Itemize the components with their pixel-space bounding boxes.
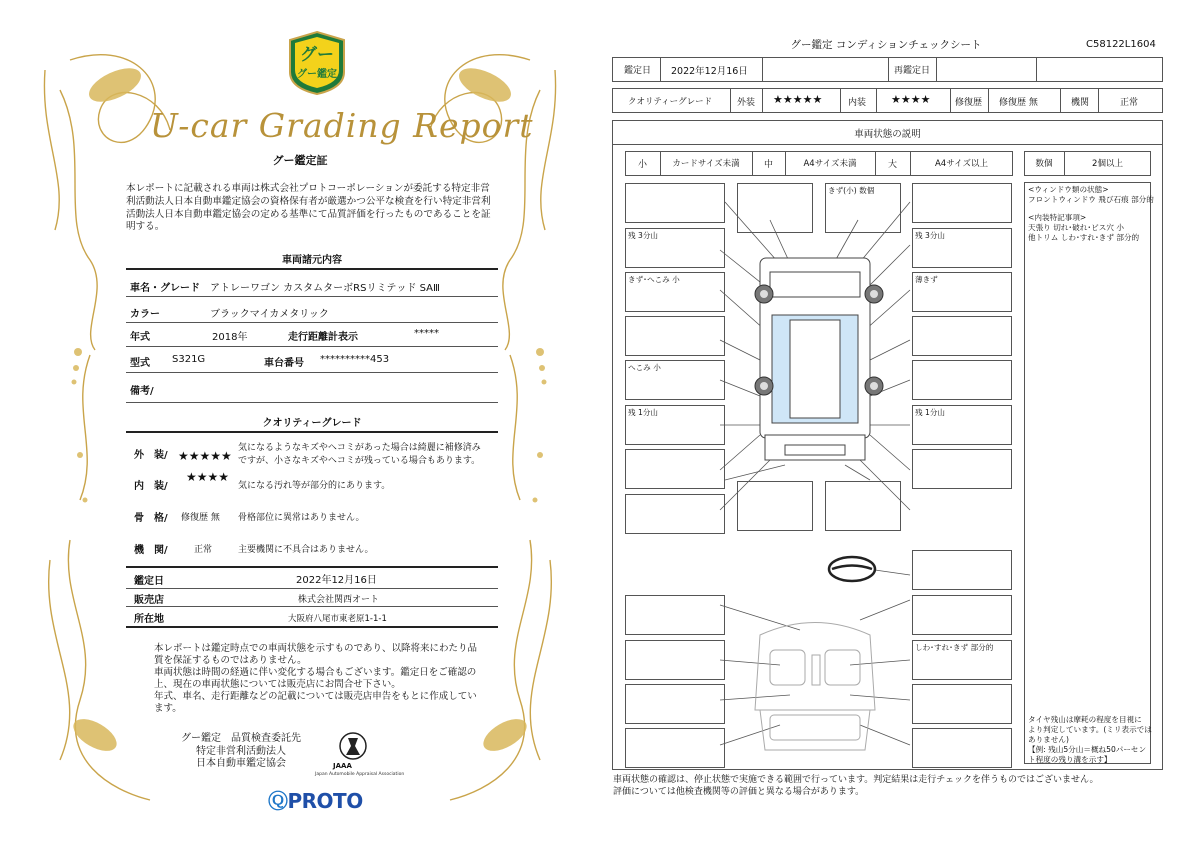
name-value: アトレーワゴン カスタムターボRSリミテッド SAⅢ [210,283,440,294]
tire-note-5: ト程度の残り溝を示す】 [1028,755,1112,764]
damage-box [625,494,725,534]
grid-line [660,57,661,82]
dealer-label: 販売店 [134,595,164,606]
divider [126,372,498,373]
frame-label: 骨 格/ [134,513,168,524]
exterior-stars: ★★★★★ [773,93,823,106]
damage-box [625,316,725,356]
rr-tire-note: 残 1分山 [915,408,946,417]
divider [126,566,498,568]
grid-line [762,57,763,82]
damage-box [625,640,725,680]
divider [126,402,498,403]
damage-box [625,595,725,635]
exterior-label: 外 装/ [134,450,168,461]
model-label: 型式 [130,358,150,369]
damage-box [625,684,725,724]
remarks-label: 備考/ [130,386,154,397]
jaaa-emblem-icon [338,731,368,761]
reappraisal-label: 再鑑定日 [894,66,931,76]
assoc-line: グー鑑定 品質検査委託先 [181,733,301,744]
notes-column [1024,182,1151,764]
interior-desc: 気になる汚れ等が部分的にあります。 [238,481,391,491]
grid-line [730,88,731,113]
date-value: 2022年12月16日 [671,66,748,77]
grid-line [1060,88,1061,113]
tire-note-3: ありません) [1028,735,1069,744]
left-front-note: きず･へこみ 小 [628,275,680,284]
year-value: 2018年 [212,332,248,343]
certificate-subtitle: グー鑑定証 [272,154,328,167]
jaaa-label: JAAA [333,762,352,770]
divider [126,268,498,270]
grid-line [762,88,763,113]
year-label: 年式 [130,332,150,343]
frame-desc: 骨格部位に異常はありません。 [238,513,365,523]
certificate-intro: 本レポートに記載される車両は株式会社プロトコーポレーションが委託する特定非営利活動法人日本自動車鑑定協会の資格保有者が厳選かつ公平な検査を行い特定非営利活動法人日本自動車鑑定協会の定める基準にて品質評価を行ったものであることを証明する。 [126,183,491,233]
damage-box [825,481,901,531]
engine-value: 正常 [194,545,213,555]
damage-box [912,550,1012,590]
damage-box [912,449,1012,489]
grid-line [888,57,889,82]
left-rear-note: へこみ 小 [628,363,661,372]
notice-line: 年式、車名、走行距離などの記載については販売店申告をもとに作成しています。 [154,691,477,714]
proto-logo [268,785,363,814]
chassis-value: **********453 [320,354,390,365]
damage-box [737,481,813,531]
mileage-value: ***** [414,328,439,339]
divider [126,588,498,589]
date-label: 鑑定日 [624,66,652,76]
legend-mid: 中 [763,160,773,170]
proto-text: PROTO [287,789,363,813]
engine-label: 機 関/ [134,545,168,556]
logo-text: グー鑑定 [297,69,337,80]
divider [126,431,498,433]
exterior-stars: ★★★★★ [178,449,232,463]
assoc-line: 特定非営利活動法人 [196,745,286,757]
rl-tire-note: 残 1分山 [628,408,659,417]
certificate-notice [154,643,484,715]
appraisal-date-label: 鑑定日 [134,576,164,587]
mileage-label: 走行距離計表示 [288,332,358,343]
section-title: 車両状態の説明 [854,129,921,140]
sheet-id: C58122L1604 [1086,39,1156,50]
divider [126,606,498,607]
dealer-name: 株式会社関西オート [298,595,380,605]
dealer-address: 大阪府八尾市東老原1-1-1 [288,614,387,624]
notice-line: 車両状態は時間の経過に伴い変化する場合もございます。鑑定日をご確認の上、現在の車両状態については販売店にお問合せ下さい。 [154,667,477,690]
fr-tire-note: 残 3分山 [915,231,946,240]
legend-count-desc: 2個以上 [1092,159,1123,169]
footnote-2: 評価については他検査機関等の評価と異なる場合があります。 [613,787,865,797]
interior-heading: <内装特記事項> [1028,213,1087,222]
goo-kantei-logo [286,30,348,96]
exterior-desc-2: ですが、小さなキズやヘコミが残っている場合もあります。 [238,456,481,466]
tire-note-1: タイヤ残山は摩耗の程度を目視に [1028,715,1142,724]
damage-box [912,183,1012,223]
legend-large: 大 [887,160,897,170]
divider [126,346,498,347]
damage-box [912,684,1012,724]
interior-stars: ★★★★ [186,470,230,484]
damage-box [912,316,1012,356]
damage-box [912,360,1012,400]
grade-label: クオリティーグレード [628,97,713,107]
grid-line [936,57,937,82]
grid-line [1036,57,1037,82]
engine-desc: 主要機関に不具合はありません。 [238,545,374,555]
specs-heading: 車両諸元内容 [282,255,342,266]
interior-note-2: 他トリム しわ･すれ･きず 部分的 [1028,233,1140,242]
report-title: U-car Grading Report [150,106,534,145]
interior-right-note: しわ･すれ･きず 部分的 [915,643,994,652]
legend-small: 小 [637,160,647,170]
window-heading: <ウィンドウ類の状態> [1028,185,1109,194]
damage-box [912,728,1012,768]
proto-mark-icon: Ⓠ [268,789,288,813]
fl-tire-note: 残 3分山 [628,231,659,240]
appraisal-date: 2022年12月16日 [296,575,377,586]
interior-label: 内 装/ [134,481,168,492]
notice-line: 本レポートは鑑定時点での車両状態を示すものであり、以降将来にわたり品質を保証するものではありません。 [154,643,478,666]
damage-box [912,595,1012,635]
legend-count: 数個 [1035,159,1053,169]
roof-note: きず(小) 数個 [828,186,875,195]
grid-line [988,88,989,113]
legend-large-desc: A4サイズ以上 [934,159,989,169]
repair-label: 修復歴 [955,98,983,108]
interior-note-1: 天張り 切れ･破れ･ビス穴 小 [1028,223,1124,232]
color-label: カラー [130,309,160,320]
interior-label: 内装 [848,98,867,108]
grid-line [876,88,877,113]
legend-small-desc: カードサイズ未満 [672,159,740,169]
grid-line [950,88,951,113]
damage-box [625,728,725,768]
tire-note-2: より判定しています。(ミリ表示では [1028,725,1152,734]
exterior-desc-1: 気になるようなキズやヘコミがあった場合は綺麗に補修済み [238,443,481,453]
engine-value: 正常 [1120,98,1139,108]
assoc-line: 日本自動車鑑定協会 [196,758,286,769]
svg-text:グー: グー [300,45,334,65]
damage-box [737,183,813,233]
divider [126,322,498,323]
jaaa-subtitle: Japan Automobile Appraisal Association [315,772,405,777]
legend-mid-desc: A4サイズ未満 [803,159,857,169]
frame-value: 修復歴 無 [181,513,220,523]
grid-line [840,88,841,113]
grade-heading: クオリティーグレード [262,418,362,429]
right-front-note: 薄きず [915,275,938,284]
damage-box [625,449,725,489]
divider [126,626,498,628]
color-value: ブラックマイカメタリック [210,309,329,320]
sheet-title: グー鑑定 コンディションチェックシート [790,39,982,51]
repair-value: 修復歴 無 [999,98,1038,108]
inspection-association [176,733,306,771]
divider [126,296,498,297]
model-value: S321G [172,354,206,365]
damage-box [625,183,725,223]
divider [612,144,1163,145]
exterior-label: 外装 [737,98,756,108]
interior-stars: ★★★★ [891,93,931,106]
engine-label: 機関 [1071,98,1090,108]
name-label: 車名・グレード [130,283,200,294]
footnote-1: 車両状態の確認は、停止状態で実施できる範囲で行っています。判定結果は走行チェックを伴うものではございません。 [613,775,1099,785]
tire-note-4: 【例: 残山5分山＝概ね50パーセン [1028,745,1147,754]
window-note: フロントウィンドウ 飛び石痕 部分的 [1028,195,1154,204]
grid-line [1098,88,1099,113]
address-label: 所在地 [134,614,164,625]
chassis-label: 車台番号 [264,358,304,369]
